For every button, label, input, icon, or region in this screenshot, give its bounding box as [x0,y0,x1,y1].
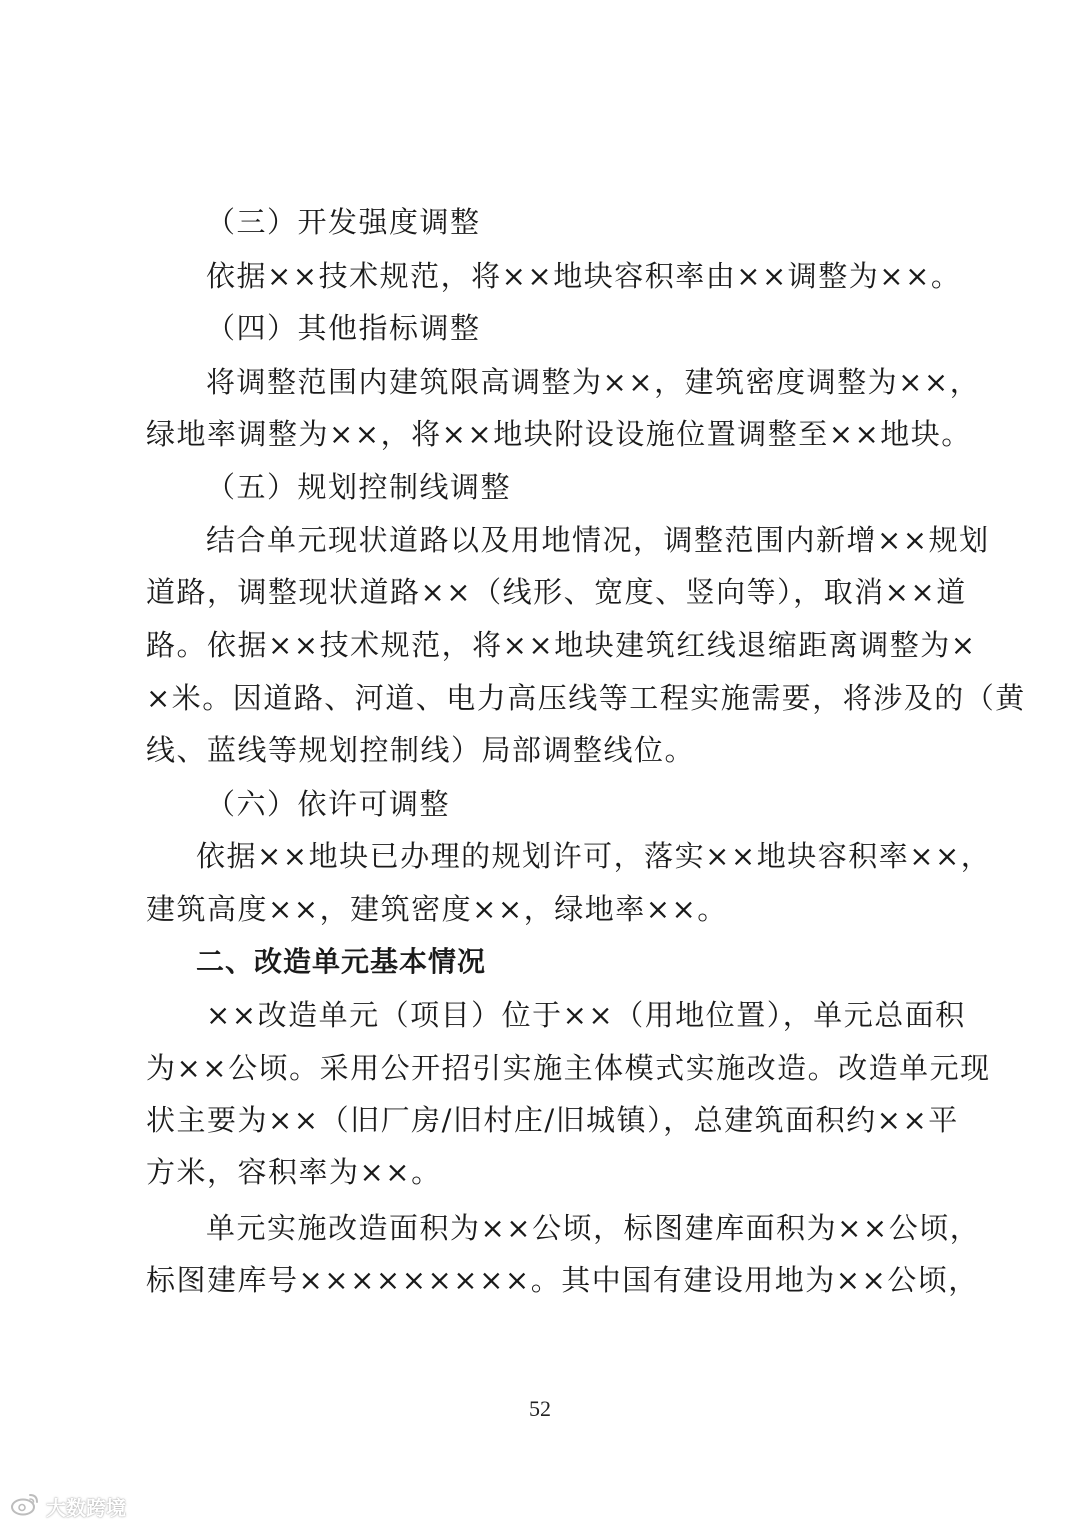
weibo-logo-icon [10,1492,40,1520]
paragraph-line: 标图建库号×××××××××。其中国有建设用地为××公顷， [146,1263,979,1297]
subheading-5: （五）规划控制线调整 [206,470,512,504]
subheading-3: （三）开发强度调整 [206,205,481,239]
paragraph-line: 为××公顷。采用公开招引实施主体模式实施改造。改造单元现 [146,1051,991,1085]
paragraph-line: 依据××技术规范，将××地块容积率由××调整为××。 [206,259,962,293]
paragraph-line: 方米，容积率为××。 [146,1155,442,1189]
paragraph-line: 绿地率调整为××，将××地块附设设施位置调整至××地块。 [146,417,972,451]
paragraph-line: 线、蓝线等规划控制线）局部调整线位。 [146,733,696,767]
paragraph-line: 道路，调整现状道路××（线形、宽度、竖向等），取消××道 [146,575,967,609]
section-heading: 二、改造单元基本情况 [196,945,487,978]
paragraph-line: 状主要为××（旧厂房/旧村庄/旧城镇），总建筑面积约××平 [146,1103,959,1137]
paragraph-line: 单元实施改造面积为××公顷，标图建库面积为××公顷， [206,1211,981,1245]
paragraph-line: 结合单元现状道路以及用地情况，调整范围内新增××规划 [206,523,990,557]
paragraph-line: 依据××地块已办理的规划许可，落实××地块容积率××， [196,839,992,873]
watermark [10,1492,126,1520]
subheading-4: （四）其他指标调整 [206,311,481,345]
paragraph-line: 建筑高度××，建筑密度××，绿地率××。 [146,892,728,926]
paragraph-line: 路。依据××技术规范，将××地块建筑红线退缩距离调整为× [146,628,977,662]
paragraph-line: ×米。因道路、河道、电力高压线等工程实施需要，将涉及的（黄 [146,681,1026,715]
page-number: 52 [529,1396,551,1421]
paragraph-line: 将调整范围内建筑限高调整为××，建筑密度调整为××， [206,365,981,399]
watermark-text: 大数跨境 [46,1495,126,1520]
subheading-6: （六）依许可调整 [206,787,451,821]
paragraph-line: ××改造单元（项目）位于××（用地位置），单元总面积 [206,998,966,1032]
